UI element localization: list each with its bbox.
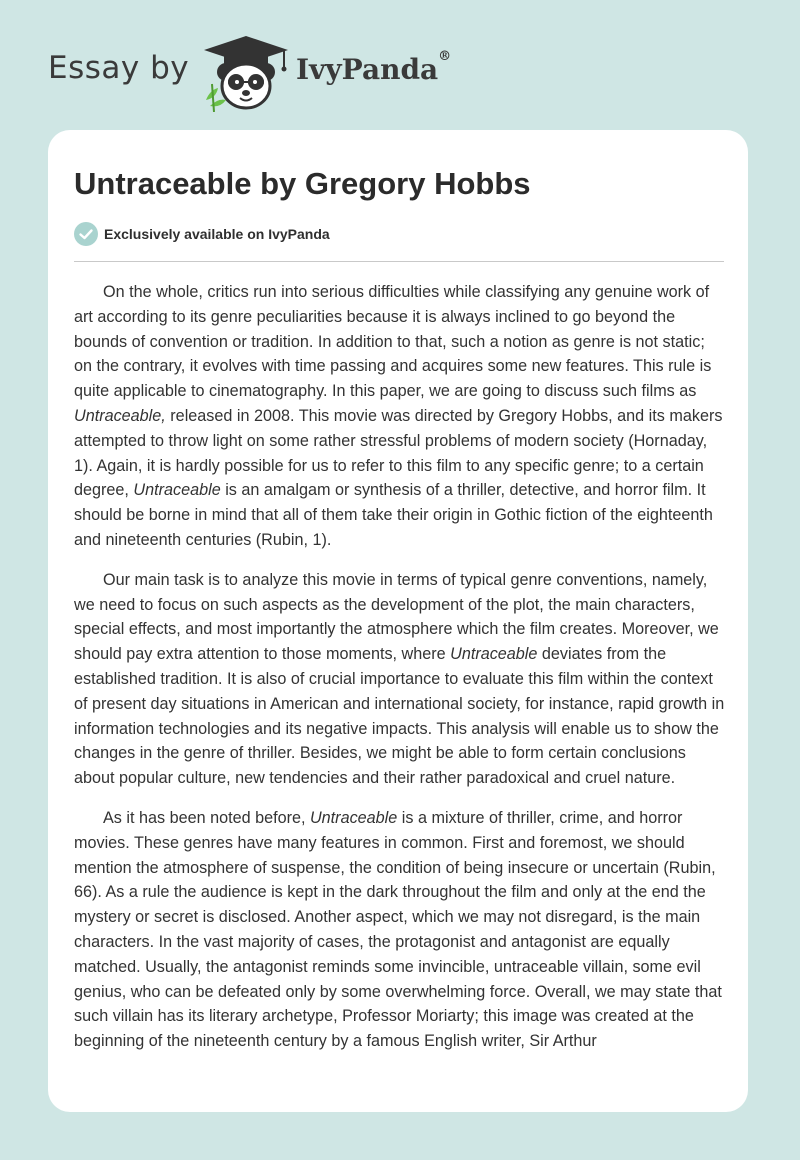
p1-text-a: On the whole, critics run into serious difficulties while classifying any genuine work of art according to its genre peculiarities because it is always inclined to go beyond the bounds of convention or tradition. In addition to that, such a notion as genre is not static; on the contrary, it evolves with time passing and acquires some new features. This rule is quite applicable to cinematography. In this paper, we are going to discuss such films as	[74, 283, 712, 401]
p3-text-a: As it has been noted before,	[103, 808, 310, 827]
title-divider	[74, 261, 724, 262]
p3-italic-1: Untraceable	[309, 808, 398, 827]
brand-name-text: IvyPanda	[296, 53, 439, 86]
exclusive-badge-label: Exclusively available on IvyPanda	[104, 226, 330, 242]
essay-card	[48, 130, 748, 1112]
essay-title: Untraceable by Gregory Hobbs	[74, 166, 531, 201]
site-header	[0, 0, 800, 130]
p2-text-b: deviates from the established tradition. It is also of crucial importance to evaluate this film within the context of present day situations in American and international society, for instance, rapid growth in information technologies and its negative impacts. This analysis will enable us to show the changes in the genre of thriller. Besides, we might be able to form certain conclusions about popular culture, new tendencies and their rather paradoxical and cruel nature.	[74, 645, 725, 788]
brand-name[interactable]	[296, 49, 452, 86]
exclusive-badge	[74, 222, 330, 246]
paragraph-3	[74, 806, 726, 1054]
essay-body	[74, 280, 726, 1069]
p1-text-c: is an amalgam or synthesis of a thriller, detective, and horror film. It should be borne in mind that all of them take their origin in Gothic fiction of the eighteenth and nineteenth centuries (Rubin, 1).	[74, 481, 713, 549]
panda-logo-icon[interactable]	[198, 32, 294, 112]
p3-text-b: is a mixture of thriller, crime, and horror movies. These genres have many features in common. First and foremost, we should mention the atmosphere of suspense, the condition of being insecure or uncertain (Rubin, 66). As a rule the audience is kept in the dark throughout the film and only at the end the mystery or secret is disclosed. Another aspect, which we may not disregard, is the main characters. In the vast majority of cases, the protagonist and antagonist are equally matched. Usually, the antagonist reminds some invincible, untraceable villain, some evil genius, who can be defeated only by some overwhelming force. Overall, we may state that such villain has its literary archetype, Professor Moriarty; this image was created at the beginning of the nineteenth century by a famous English writer, Sir Arthur	[74, 808, 722, 1051]
p1-italic-1: Untraceable,	[74, 406, 166, 425]
paragraph-2	[74, 568, 726, 791]
check-circle-icon	[74, 222, 98, 246]
p2-italic-1: Untraceable	[450, 645, 538, 664]
registered-mark: ®	[438, 49, 452, 64]
essay-by-label: Essay by	[48, 50, 190, 86]
paragraph-1	[74, 280, 726, 553]
p1-text-b: released in 2008. This movie was directed by Gregory Hobbs, and its makers attempted to throw light on some rather stressful problems of modern society (Hornaday, 1). Again, it is hardly possible for us to refer to this film to any specific genre; to a certain degree,	[74, 406, 723, 500]
p2-text-a: Our main task is to analyze this movie in terms of typical genre conventions, namely, we need to focus on such aspects as the development of the plot, the main characters, special effects, and most importantly the atmosphere which the film creates. Moreover, we should pay extra attention to those moments, where	[74, 570, 719, 664]
p1-italic-2: Untraceable	[133, 481, 221, 500]
